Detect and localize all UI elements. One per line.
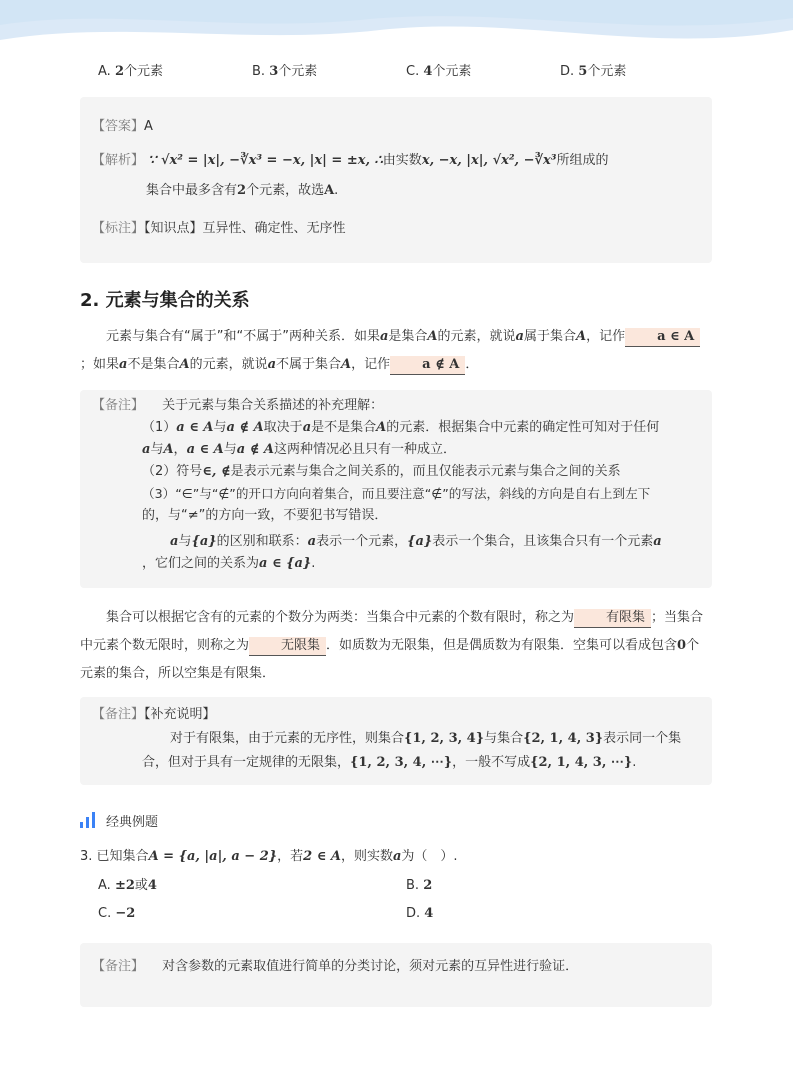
blank-infinite-set: 无限集 (249, 637, 326, 656)
question-3: 3. 已知集合A = {a, |a|, a − 2}，若2 ∈ A，则实数a为（ ）. (80, 849, 458, 864)
relation-paragraph: 元素与集合有“属于”和“不属于”两种关系．如果a是集合A的元素，就说a属于集合A，记作 a ∈ A；如果a不是集合A的元素，就说a不属于集合A，记作 a ∉ A ． (80, 323, 712, 379)
analysis-line-1: 【解析】 ∵ √x² = |x|, −∛x³ = −x, |x| = ±x, ∴由实数x, −x, |x|, √x², −∛x³所组成的 (92, 153, 609, 168)
q3-option-d: D. 4 (406, 906, 434, 921)
note-line: 【标注】【知识点】互异性、确定性、无序性 (92, 221, 346, 236)
answer-line: 【答案】A (92, 119, 153, 134)
bar-chart-icon (80, 812, 98, 828)
analysis-formula-2: x, −x, |x|, √x², −∛x³ (421, 153, 557, 168)
blank-finite-set: 有限集 (574, 609, 651, 628)
section-title: 2. 元素与集合的关系 (80, 290, 250, 311)
option-b: B. 3个元素 (252, 64, 318, 79)
q3-option-c: C. −2 (98, 906, 136, 921)
q3-option-a: A. ±2或4 (98, 878, 157, 893)
blank-a-notin-A: a ∉ A (390, 356, 465, 375)
option-a: A. 2个元素 (98, 64, 163, 79)
blank-a-in-A: a ∈ A (625, 328, 700, 347)
remark-box-2: 【备注】【补充说明】 对于有限集，由于元素的无序性，则集合{1, 2, 3, 4}与集合{2, 1, 4, 3}表示同一个集 合，但对于具有一定规律的无限集，{1, 2, 3, 4, ⋯}，一般不写成{2, 1, 4, 3, ⋯}. (80, 697, 712, 785)
option-d: D. 5个元素 (560, 64, 627, 79)
remark-box-1: 【备注】 关于元素与集合关系描述的补充理解： （1）a ∈ A与a ∉ A取决于a是不是集合A的元素．根据集合中元素的确定性可知对于任何 a与A，a ∈ A与a ∉ A这两种情况必且只有一种成立． （2）符号∈, ∉是表示元素与集合之间关系的，而且仅能表示元素与集合之间的关系 （3）“∈”与“∉”的开口方向向着集合，而且要注意“∉”的写法，斜线的方向是自右上到左下 的，与“≠”的方向一致，不要犯书写错误． a与{a}的区别和联系：a表示一个元素，{a}表示一个集合，且该集合只有一个元素a ，它们之间的关系为a ∈ {a}. (80, 390, 712, 588)
option-c: C. 4个元素 (406, 64, 472, 79)
remark-box-3: 【备注】 对含参数的元素取值进行简单的分类讨论，须对元素的互异性进行验证． (80, 943, 712, 1007)
header-wave-decoration (0, 0, 793, 60)
q3-option-b: B. 2 (406, 878, 433, 893)
finite-infinite-paragraph: 集合可以根据它含有的元素的个数分为两类：当集合中元素的个数有限时，称之为 有限集 ；当集合中元素个数无限时，则称之为 无限集 ．如质数为无限集，但是偶质数为有限集．空集可以看成包含0个元素的集合，所以空集是有限集． (80, 610, 704, 681)
analysis-line-2: 集合中最多含有2个元素，故选A. (146, 183, 339, 198)
top-options-row (98, 60, 748, 80)
analysis-formula-1: ∵ √x² = |x|, −∛x³ = −x, |x| = ±x, ∴ (148, 153, 383, 168)
answer-box (80, 97, 712, 263)
